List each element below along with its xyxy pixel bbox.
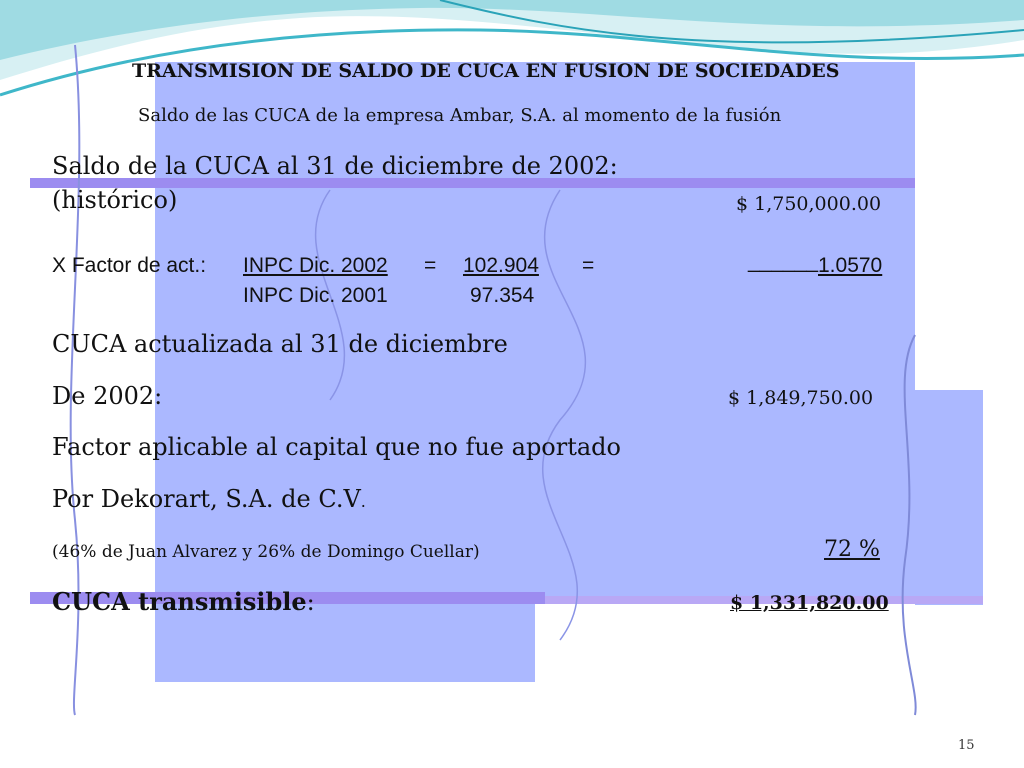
actualizada-line2: De 2002: [52, 382, 163, 410]
factor-value: 1.0570 [818, 254, 883, 277]
saldo-value: $ 1,750,000.00 [736, 193, 882, 215]
transmisible-value: $ 1,331,820.00 [730, 592, 889, 614]
page-number: 15 [958, 738, 975, 753]
porcentaje-total: 72 % [824, 537, 880, 562]
factor-aplicable-text: Por Dekorart, S.A. de C.V [52, 485, 361, 513]
saldo-label-line2: (histórico) [52, 186, 178, 214]
factor-equals: = [582, 254, 595, 277]
page-subtitle: Saldo de las CUCA de la empresa Ambar, S.A. al momento de la fusión [138, 105, 782, 126]
saldo-label-line1: Saldo de la CUCA al 31 de diciembre de 2002: [52, 152, 618, 180]
actualizada-line1: CUCA actualizada al 31 de diciembre [52, 330, 508, 358]
transmisible-label-row [52, 587, 315, 616]
page-title: TRANSMISION DE SALDO DE CUCA EN FUSION DE SOCIEDADES [132, 60, 840, 82]
inpc-2002-label: INPC Dic. 2002 [243, 254, 388, 277]
inpc-equals: = [424, 254, 437, 277]
factor-aplicable-line1: Factor aplicable al capital que no fue aportado [52, 433, 621, 461]
factor-blank: ______ [748, 250, 819, 273]
factor-aplicable-period: . [360, 492, 366, 511]
inpc-2002-value: 102.904 [463, 254, 539, 277]
inpc-2001-value: 97.354 [470, 284, 535, 307]
factor-aplicable-line2 [52, 485, 366, 513]
factor-label: X Factor de act.: [52, 254, 207, 277]
transmisible-colon: : [306, 588, 315, 616]
transmisible-label: CUCA transmisible [52, 587, 307, 616]
actualizada-value: $ 1,849,750.00 [728, 387, 874, 409]
porcentajes-detalle: (46% de Juan Alvarez y 26% de Domingo Cuellar) [52, 542, 480, 562]
inpc-2001-label: INPC Dic. 2001 [243, 284, 388, 307]
